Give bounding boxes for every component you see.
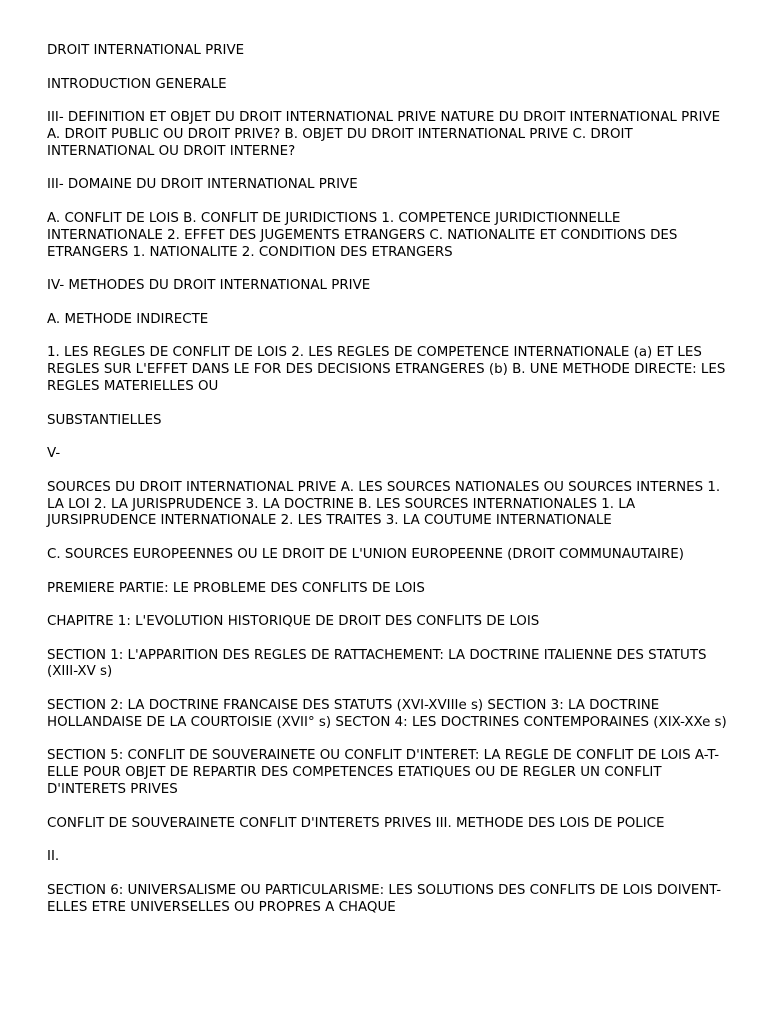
paragraph: SECTION 5: CONFLIT DE SOUVERAINETE OU CONFLIT D'INTERET: LA REGLE DE CONFLIT DE LOIS A-T-ELLE POUR OBJET DE REPARTIR DES COMPETENCES ETATIQUES OU DE REGLER UN CONFLIT D'INTERETS PRIVES xyxy=(47,748,720,798)
paragraph: SUBSTANTIELLES xyxy=(47,412,162,428)
paragraph: III- DEFINITION ET OBJET DU DROIT INTERNATIONAL PRIVE NATURE DU DROIT INTERNATIONAL PRIVE A. DROIT PUBLIC OU DROIT PRIVE? B. OBJET DU DROIT INTERNATIONAL PRIVE C. DROIT INTERNATIONAL OU DROIT INTERNE? xyxy=(47,110,721,159)
paragraph: C. SOURCES EUROPEENNES OU LE DROIT DE L'UNION EUROPEENNE (DROIT COMMUNAUTAIRE) xyxy=(47,546,684,562)
document-body xyxy=(47,43,727,933)
section-heading: IV- METHODES DU DROIT INTERNATIONAL PRIVE xyxy=(47,278,371,294)
chapter-heading: CHAPITRE 1: L'EVOLUTION HISTORIQUE DE DROIT DES CONFLITS DE LOIS xyxy=(47,614,540,630)
section-heading: SECTION 1: L'APPARITION DES REGLES DE RATTACHEMENT: LA DOCTRINE ITALIENNE DES STATUTS (XIII-XV s) xyxy=(47,647,707,680)
paragraph: SECTION 6: UNIVERSALISME OU PARTICULARISME: LES SOLUTIONS DES CONFLITS DE LOIS DOIVENT-ELLES ETRE UNIVERSELLES OU PROPRES A CHAQUE xyxy=(47,882,722,915)
document-title: DROIT INTERNATIONAL PRIVE xyxy=(47,43,245,58)
section-heading: A. METHODE INDIRECTE xyxy=(47,311,209,327)
paragraph: CONFLIT DE SOUVERAINETE CONFLIT D'INTERETS PRIVES III. METHODE DES LOIS DE POLICE xyxy=(47,815,665,831)
part-heading: PREMIERE PARTIE: LE PROBLEME DES CONFLITS DE LOIS xyxy=(47,580,425,596)
paragraph: A. CONFLIT DE LOIS B. CONFLIT DE JURIDICTIONS 1. COMPETENCE JURIDICTIONNELLE INTERNATIONALE 2. EFFET DES JUGEMENTS ETRANGERS C. NATIONALITE ET CONDITIONS DES ETRANGERS 1. NATIONALITE 2. CONDITION DES ETRANGERS xyxy=(47,210,678,260)
paragraph: II. xyxy=(47,849,60,865)
section-heading: INTRODUCTION GENERALE xyxy=(47,76,227,92)
paragraph: SECTION 2: LA DOCTRINE FRANCAISE DES STATUTS (XVI-XVIIIe s) SECTION 3: LA DOCTRINE HOLLANDAISE DE LA COURTOISIE (XVII° s) SECTON 4: LES DOCTRINES CONTEMPORAINES (XIX-XXe s) xyxy=(47,698,727,730)
paragraph: V- xyxy=(47,446,61,462)
paragraph: SOURCES DU DROIT INTERNATIONAL PRIVE A. LES SOURCES NATIONALES OU SOURCES INTERNES 1. LA LOI 2. LA JURISPRUDENCE 3. LA DOCTRINE B. LES SOURCES INTERNATIONALES 1. LA JURSIPRUDENCE INTERNATIONALE 2. LES TRAITES 3. LA COUTUME INTERNATIONALE xyxy=(47,479,721,529)
paragraph: 1. LES REGLES DE CONFLIT DE LOIS 2. LES REGLES DE COMPETENCE INTERNATIONALE (a) ET LES REGLES SUR L'EFFET DANS LE FOR DES DECISIONS ETRANGERES (b) B. UNE METHODE DIRECTE: LES REGLES MATERIELLES OU xyxy=(47,345,726,394)
section-heading: III- DOMAINE DU DROIT INTERNATIONAL PRIVE xyxy=(47,177,358,193)
